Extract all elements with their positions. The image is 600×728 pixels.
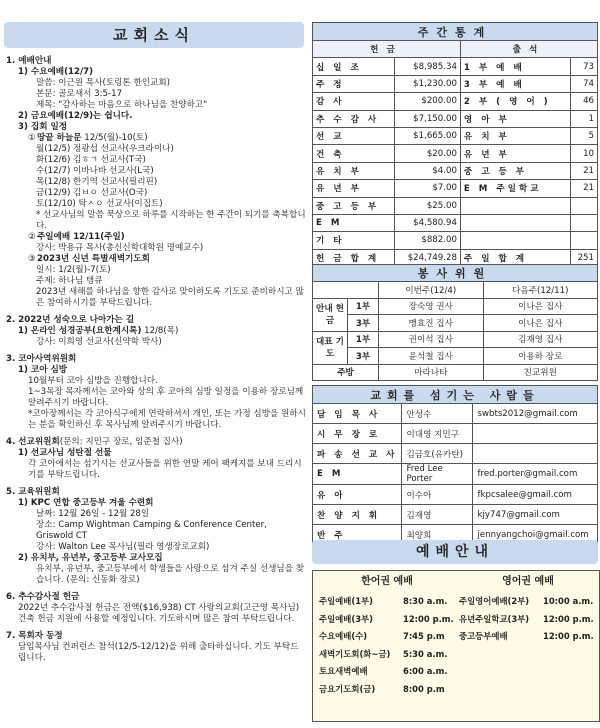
worship-time: 12:00 p.m. [543, 631, 594, 641]
staff-role: 유 아 [313, 485, 402, 505]
item-title: 1) 선교사님 성탄절 선물 [18, 448, 112, 458]
worship-name: 주일영어예배(2부) [459, 596, 530, 606]
worship-time: 12:00 p.m. [403, 613, 454, 624]
worship-row [459, 611, 597, 629]
attendance-total-label: 주 일 합 계 [460, 249, 570, 266]
offering-value: $1,665.00 [395, 127, 461, 144]
stats-row [313, 58, 598, 75]
stats-row [313, 180, 598, 197]
worship-schedule [312, 570, 600, 722]
stats-row [313, 232, 598, 249]
item-title: 2) 금요예배(12/9)는 쉽니다. [18, 111, 133, 121]
offering-label: E M [313, 214, 395, 231]
item-line: 말씀: 이근원 목사(토링톤 한인교회) [36, 78, 171, 88]
sub-item-name: 주일예배 12/11(주일) [37, 232, 125, 242]
offering-value: $4,580.94 [395, 214, 461, 231]
attendance-label [460, 232, 570, 249]
staff-row [313, 485, 598, 505]
attendance-label [460, 214, 570, 231]
attendance-label: 중 고 등 부 [460, 162, 570, 179]
offering-value: $25.00 [395, 197, 461, 214]
item-note: * 선교사님의 말씀 묵상으로 하루를 시작하는 한 주간이 되기를 축복합니다. [36, 210, 306, 231]
stats-row [313, 75, 598, 92]
item-line: 1~3목장 목자께서는 코아와 상의 후 코아의 심방 일정을 이용하 장로님께 알려주시기 바랍니다. [28, 387, 304, 408]
attendance-label: 2 부 ( 영 어 ) [460, 93, 570, 110]
staff-row [313, 505, 598, 525]
item-line: 2023년 새해를 하나님을 향한 감사로 맞이하도록 기도로 준비하시고 많은 참여하시기를 부탁드립니다. [36, 287, 304, 308]
item-line: 강사: 박용규 목사(총신신학대학원 명예교수) [36, 243, 204, 253]
attendance-value [570, 232, 597, 249]
staff-email[interactable]: fkpcsalee@gmail.com [473, 485, 598, 505]
item-title: 1) 수요예배(12/7) [18, 67, 94, 77]
staff-row [313, 424, 598, 444]
staff-email[interactable] [473, 424, 598, 444]
worship-name: 새벽기도회(화~금) [319, 648, 391, 659]
staff-name: 최양희 [402, 525, 473, 545]
notice-section-6 [6, 592, 306, 625]
stats-row [313, 110, 598, 127]
item-line: 2022년 추수감사절 헌금은 전액($16,938) CT 사랑의교회(고근영 목사님) 건축 헌금 지원에 사용할 예정입니다. 기도하시며 많은 참여 부탁드립니다. [18, 603, 300, 624]
sub-item-name: 2023년 신년 특별새벽기도회 [37, 254, 150, 264]
worship-name: 유년주일학교(3부) [459, 613, 530, 624]
item-name: 1) 온라인 성경공부(요한계시록) [18, 326, 142, 336]
staff-email[interactable]: fred.porter@gmail.com [473, 464, 598, 485]
offering-value: $200.00 [395, 93, 461, 110]
staff-name: 김금호(유카탄) [402, 444, 473, 464]
attendance-value [570, 214, 597, 231]
korean-worship-title: 한어권 예배 [361, 576, 413, 587]
staff-rows [313, 404, 598, 545]
staff-row [313, 404, 598, 424]
offering-value: $7.00 [395, 180, 461, 197]
item-line: 제목: "감사하는 마음으로 하나님을 찬양하고" [36, 100, 208, 110]
english-worship-rows [459, 593, 597, 646]
attendance-label: 1 부 예 배 [460, 58, 570, 75]
item-line: 토(12/10) 탁ㅅㅇ 선교사(이집트) [36, 199, 163, 209]
section-title: 5. 교육위원회 [6, 487, 60, 497]
staff-email[interactable] [473, 444, 598, 464]
service-table [312, 264, 598, 381]
attendance-value: 74 [570, 75, 597, 92]
attendance-label [460, 197, 570, 214]
attendance-value: 21 [570, 162, 597, 179]
item-line: *코아장께서는 각 코아식구에게 연락하셔서 개인, 또는 가정 심방을 원하시는 분을 확인하신 후 목사님께 알려주시기 바랍니다. [28, 409, 306, 430]
weekly-stats-table [312, 22, 598, 267]
sub-item-title: ②주일예배 12/11(주일) [28, 232, 125, 242]
attendance-label: 영 아 부 [460, 110, 570, 127]
staff-role: 담 임 목 사 [313, 404, 402, 424]
worship-time: 8:00 p.m [403, 683, 445, 694]
service-this-week: 윤석철 집사 [379, 348, 484, 365]
worship-row [459, 593, 597, 611]
item-title: 1) 코아 심방 [18, 365, 68, 375]
item-line: 본문: 골로새서 3:5-17 [36, 89, 123, 99]
worship-title: 예배안내 [312, 540, 598, 564]
worship-name: 주일예배(1부) [319, 596, 373, 606]
section-title: 6. 추수감사절 헌금 [6, 592, 80, 602]
stats-row [313, 162, 598, 179]
worship-name: 중고등부예배 [459, 631, 508, 641]
staff-email[interactable]: swbts2012@gmail.com [473, 404, 598, 424]
offering-label: 추 수 감 사 [313, 110, 395, 127]
section-title [6, 437, 306, 448]
service-part: 1부 [348, 331, 379, 348]
worship-name: 토요새벽예배 [319, 666, 368, 676]
item-line: 목(12/8) 한기역 선교사(필리핀) [36, 177, 158, 187]
stats-row [313, 93, 598, 110]
notice-section-3 [6, 354, 306, 431]
item-title: 2) 유치부, 유년부, 중고등부 교사모집 [18, 553, 163, 563]
offering-value: $20.00 [395, 145, 461, 162]
section-title-note: (문의: 지민구 장로, 임준철 집사) [59, 437, 183, 447]
service-this-week: 권이석 집사 [379, 331, 484, 348]
service-next-week: 이용하 장로 [483, 348, 597, 365]
offering-value: $882.00 [395, 232, 461, 249]
worship-time: 8:30 a.m. [403, 596, 448, 606]
item-line: 각 코아에서는 섬기시는 선교사들을 위한 연말 케어 팩케지를 보내 드리시기를 부탁드립니다. [28, 459, 302, 480]
worship-row [459, 628, 597, 646]
offering-label: 감 사 [313, 93, 395, 110]
attendance-label: 유 년 부 [460, 145, 570, 162]
section-title-text: 4. 선교위원회 [6, 437, 60, 447]
attendance-value: 1 [570, 110, 597, 127]
offering-label: 주 정 [313, 75, 395, 92]
item-line: 담임목사님 컨퍼런스 참석(12/5-12/12)을 위해 출타하십니다. 기도 부탁드립니다. [18, 642, 299, 663]
attendance-value: 21 [570, 180, 597, 197]
item-date: 12/8(목) [141, 326, 179, 336]
kitchen-label: 주방 [313, 364, 379, 381]
attendance-value [570, 197, 597, 214]
kitchen-next-week: 친교위원 [483, 364, 597, 381]
section-title: 2. 2022년 성숙으로 나아가는 길 [6, 315, 135, 325]
worship-row [319, 681, 455, 699]
service-part: 3부 [348, 348, 379, 365]
prayer-label: 대표 기도 [313, 331, 348, 364]
offering-header: 헌금 [313, 41, 461, 58]
offering-label: 기 타 [313, 232, 395, 249]
worship-row [319, 646, 455, 664]
item-line: 금(12/9) 김ㅂㅇ 선교사(O국) [36, 188, 148, 198]
service-this-week: 장숙영 권사 [379, 298, 484, 315]
staff-name: 이수아 [402, 485, 473, 505]
offering-value: $4.00 [395, 162, 461, 179]
english-worship-column [459, 571, 597, 721]
this-week-header: 이번주(12/4) [379, 282, 484, 299]
notice-section-5 [6, 487, 306, 586]
staff-email[interactable]: kjy747@gmail.com [473, 505, 598, 525]
offering-total-label: 헌 금 합 계 [313, 249, 395, 266]
notice-section-1 [6, 56, 306, 309]
attendance-label: E M 주일학교 [460, 180, 570, 197]
staff-role: E M [313, 464, 402, 485]
stats-row [313, 214, 598, 231]
offering-label: 유 년 부 [313, 180, 395, 197]
section-title: 3. 코아사역위원회 [6, 354, 77, 364]
offering-value: $8,985.34 [395, 58, 461, 75]
attendance-total-value: 251 [570, 249, 597, 266]
attendance-value: 10 [570, 145, 597, 162]
item-line: 강사: 이희영 선교사(신약학 박사) [36, 337, 162, 347]
notice-section-2 [6, 315, 306, 348]
korean-worship-column [319, 571, 455, 721]
worship-row [319, 611, 455, 629]
item-title [6, 326, 306, 337]
worship-time: 6:00 a.m. [403, 666, 448, 676]
item-line: 유치부, 유년부, 중고등부에서 학생들을 사랑으로 섬겨 주실 선생님을 찾습니다. (문의: 신동화 장로) [36, 564, 305, 585]
worship-time: 5:30 a.m. [403, 648, 448, 659]
item-line: 월(12/5) 정광섭 선교사(우크라이나) [36, 144, 174, 154]
service-this-week: 맹효진 집사 [379, 315, 484, 332]
item-line: 날짜: 12월 26일 - 12월 28일 [36, 509, 150, 519]
offering-value: $1,230.00 [395, 75, 461, 92]
stats-row [313, 145, 598, 162]
service-title: 봉사위원 [313, 265, 598, 282]
staff-role: 반 주 [313, 525, 402, 545]
item-line: 일시: 1/2(월)-7(토) [36, 265, 111, 275]
weekly-stats-title: 주간통계 [313, 23, 598, 41]
offering-total-value: $24,749.28 [395, 249, 461, 266]
item-line: 수(12/7) 이바나바 선교사(L국) [36, 166, 154, 176]
sub-item-title: ①땅끝 하늘문 12/5(월)-10(토) [28, 133, 148, 143]
korean-worship-rows [319, 593, 455, 698]
service-blank [313, 282, 379, 299]
offering-label: 건 축 [313, 145, 395, 162]
usher-offering-label: 안내 헌금 [313, 298, 348, 331]
item-line: 강사: Walton Lee 목사님(필라 영생장로교회) [36, 542, 210, 552]
sub-item-title: ③2023년 신년 특별새벽기도회 [28, 254, 150, 264]
item-line: 화(12/6) 김ㅎㄱ 선교사(T국) [36, 155, 146, 165]
item-line: 주제: 하나님 탱큐 [36, 276, 103, 286]
attendance-value: 5 [570, 127, 597, 144]
notice-section-7 [6, 631, 306, 664]
item-title: 1) KPC 연합 중고등부 겨울 수련회 [18, 498, 154, 508]
staff-role: 시 무 장 로 [313, 424, 402, 444]
staff-role: 찬 양 지 휘 [313, 505, 402, 525]
offering-value: $7,150.00 [395, 110, 461, 127]
attendance-value: 73 [570, 58, 597, 75]
staff-table [312, 385, 598, 545]
service-part: 3부 [348, 315, 379, 332]
staff-name: 안성수 [402, 404, 473, 424]
offering-label: 중 고 등 부 [313, 197, 395, 214]
notices-title: 교회소식 [4, 22, 304, 48]
staff-email[interactable]: jennyangchoi@gmail.com [473, 525, 598, 545]
worship-row [319, 663, 455, 681]
stats-row [313, 197, 598, 214]
worship-time: 7:45 p.m [403, 631, 445, 641]
offering-label: 유 치 부 [313, 162, 395, 179]
worship-name: 주일예배(3부) [319, 613, 373, 624]
item-title: 3) 집회 일정 [18, 122, 68, 132]
section-title: 7. 목회자 동정 [6, 631, 63, 641]
notices-body [6, 56, 306, 670]
stats-rows [313, 58, 598, 249]
staff-name: Fred Lee Porter [402, 464, 473, 485]
staff-row [313, 444, 598, 464]
section-title: 1. 예배안내 [6, 56, 52, 66]
service-next-week: 이나은 집사 [483, 315, 597, 332]
next-week-header: 다음주(12/11) [483, 282, 597, 299]
worship-row [319, 628, 455, 646]
attendance-header: 출석 [460, 41, 597, 58]
staff-row [313, 464, 598, 485]
stats-row [313, 127, 598, 144]
service-part: 1부 [348, 298, 379, 315]
worship-name: 수요예배(수) [319, 631, 368, 641]
item-line: 장소: Camp Wightman Camping & Conference Center, Griswold CT [36, 520, 267, 541]
sub-item-name: 땅끝 하늘문 [37, 133, 82, 143]
staff-title: 교회를 섬기는 사람들 [313, 386, 598, 404]
attendance-label: 3 부 예 배 [460, 75, 570, 92]
offering-label: 선 교 [313, 127, 395, 144]
service-next-week: 이나은 집사 [483, 298, 597, 315]
staff-role: 파 송 선 교 사 [313, 444, 402, 464]
staff-name: 이대영 지민구 [402, 424, 473, 444]
sub-item-date: 12/5(월)-10(토) [81, 133, 148, 143]
attendance-label: 유 치 부 [460, 127, 570, 144]
worship-time: 12:00 p.m. [543, 613, 594, 624]
notice-section-4 [6, 437, 306, 481]
worship-name: 금요기도회(금) [319, 683, 376, 694]
service-next-week: 김재영 집사 [483, 331, 597, 348]
worship-time: 10:00 a.m. [543, 596, 594, 606]
worship-row [319, 593, 455, 611]
offering-label: 십 일 조 [313, 58, 395, 75]
staff-name: 김재영 [402, 505, 473, 525]
english-worship-title: 영어권 예배 [502, 576, 554, 587]
item-line: 10월부터 코아 심방을 진행합니다. [28, 376, 158, 386]
attendance-value: 46 [570, 93, 597, 110]
kitchen-this-week: 마라나타 [379, 364, 484, 381]
